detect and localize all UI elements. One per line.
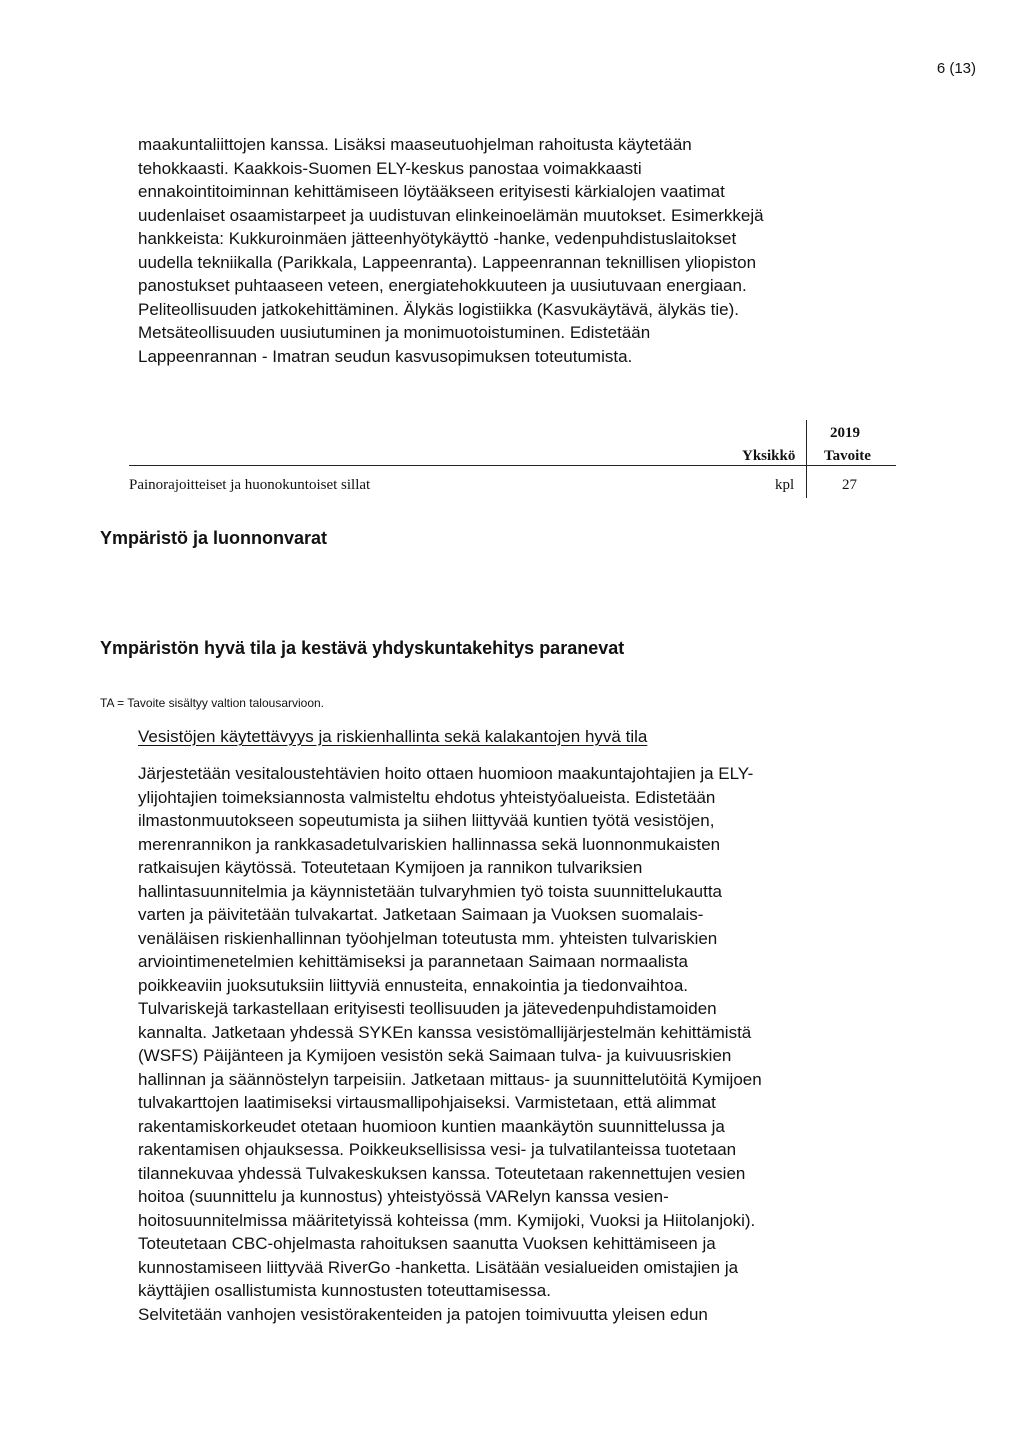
ta-note: TA = Tavoite sisältyy valtion talousarvioon.: [100, 696, 325, 710]
row-label: Painorajoitteiset ja huonokuntoiset sillat: [129, 477, 371, 493]
indicator-table: [129, 420, 901, 500]
text-line: kunnostamiseen liittyvää RiverGo -hanketta. Lisätään vesialueiden omistajien ja: [138, 1257, 739, 1277]
text-line: ratkaisujen käytössä. Toteutetaan Kymijoen ja rannikon tulvariksien: [138, 858, 643, 877]
table-column-divider: [806, 420, 807, 498]
text-line: poikkeaviin juoksutuksiin liittyviä ennusteita, ennakointia ja tiedonvaihtoa.: [138, 975, 689, 995]
text-line: panostukset puhtaaseen veteen, energiatehokkuuteen ja uusiutuvaan energiaan.: [138, 276, 747, 295]
text-line: hallintasuunnitelmia ja käynnistetään tulvaryhmien työ toista suunnittelukautta: [138, 881, 723, 901]
text-line: rakentamiskorkeudet otetaan huomioon kuntien maankäytön suunnittelussa ja: [138, 1116, 725, 1136]
row-target: 27: [842, 477, 857, 493]
text-line: Lappeenrannan - Imatran seudun kasvusopimuksen toteutumista.: [138, 346, 633, 366]
unit-header: Yksikkö: [742, 448, 796, 464]
text-line: tilannekuvaa yhdessä Tulvakeskuksen kanssa. Toteutetaan rakennettujen vesien: [138, 1163, 746, 1183]
text-line: hoitoa (suunnittelu ja kunnostus) yhteistyössä VARelyn kanssa vesien-: [138, 1187, 669, 1206]
text-line: merenrannikon ja rankkasadetulvariskien hallinnassa sekä luonnonmukaisten: [138, 834, 721, 854]
section-heading: Ympäristö ja luonnonvarat: [100, 528, 328, 548]
text-line: arviointimenetelmien kehittämiseksi ja parannetaan Saimaan normaalista: [138, 952, 688, 971]
text-line: varten ja päivitetään tulvakartat. Jatketaan Saimaan ja Vuoksen suomalais-: [138, 905, 704, 924]
subheading: Vesistöjen käytettävyys ja riskienhallinta sekä kalakantojen hyvä tila: [138, 727, 648, 746]
target-header: Tavoite: [824, 448, 871, 464]
text-line: Tulvariskejä tarkastellaan erityisesti teollisuuden ja jätevedenpuhdistamoiden: [138, 999, 717, 1018]
text-line: tehokkaasti. Kaakkois-Suomen ELY-keskus panostaa voimakkaasti: [138, 158, 642, 178]
intro-paragraph: [138, 133, 898, 368]
table-rule: [129, 465, 896, 466]
text-line: hoitosuunnitelmissa määritetyissä kohteissa (mm. Kymijoki, Vuoksi ja Hiitolanjoki).: [138, 1210, 756, 1230]
year-header: 2019: [830, 425, 860, 441]
text-line: venäläisen riskienhallinnan työohjelman toteutusta mm. yhteisten tulvariskien: [138, 928, 718, 948]
row-unit: kpl: [775, 477, 795, 493]
text-line: Järjestetään vesitaloustehtävien hoito ottaen huomioon maakuntajohtajien ja ELY-: [138, 764, 754, 783]
text-line: maakuntaliittojen kanssa. Lisäksi maaseutuohjelman rahoitusta käytetään: [138, 135, 692, 154]
text-line: Selvitetään vanhojen vesistörakenteiden ja patojen toimivuutta yleisen edun: [138, 1304, 708, 1324]
text-line: ilmastonmuutokseen sopeutumista ja siihen liittyvää kuntien työtä vesistöjen,: [138, 811, 715, 830]
text-line: kannalta. Jatketaan yhdessä SYKEn kanssa vesistömallijärjestelmän kehittämistä: [138, 1022, 752, 1042]
text-line: käyttäjien osallistumista kunnostusten toteuttamisessa.: [138, 1281, 551, 1300]
text-line: hankkeista: Kukkuroinmäen jätteenhyötykäyttö -hanke, vedenpuhdistuslaitokset: [138, 229, 737, 248]
text-line: Metsäteollisuuden uusiutuminen ja monimuotoistuminen. Edistetään: [138, 323, 651, 342]
text-line: Toteutetaan CBC-ohjelmasta rahoituksen saanutta Vuoksen kehittämiseen ja: [138, 1234, 716, 1253]
text-line: tulvakarttojen laatimiseksi virtausmallipohjaiseksi. Varmistetaan, että alimmat: [138, 1093, 716, 1112]
text-line: (WSFS) Päijänteen ja Kymijoen vesistön sekä Saimaan tulva- ja kuivuusriskien: [138, 1046, 732, 1065]
text-line: ennakointitoiminnan kehittämiseen löytääkseen erityisesti kärkialojen vaatimat: [138, 182, 725, 201]
text-line: ylijohtajien toimeksiannosta valmisteltu ehdotus yhteistyöalueista. Edistetään: [138, 787, 716, 807]
goal-heading: Ympäristön hyvä tila ja kestävä yhdyskuntakehitys paranevat: [100, 638, 625, 658]
text-line: uudella tekniikalla (Parikkala, Lappeenranta). Lappeenrannan teknillisen yliopiston: [138, 252, 757, 272]
page-number: 6 (13): [936, 60, 976, 77]
text-line: rakentamisen ohjauksessa. Poikkeuksellisissa vesi- ja tulvatilanteissa tuotetaan: [138, 1140, 737, 1159]
text-line: Peliteollisuuden jatkokehittäminen. Älykäs logistiikka (Kasvukäytävä, älykäs tie).: [138, 299, 739, 319]
text-line: uudenlaiset osaamistarpeet ja uudistuvan elinkeinoelämän muutokset. Esimerkkejä: [138, 205, 764, 225]
text-line: hallinnan ja säännöstelyn tarpeisiin. Jatketaan mittaus- ja suunnittelutöitä Kymijoen: [138, 1069, 762, 1089]
body-paragraph: [138, 762, 898, 1326]
